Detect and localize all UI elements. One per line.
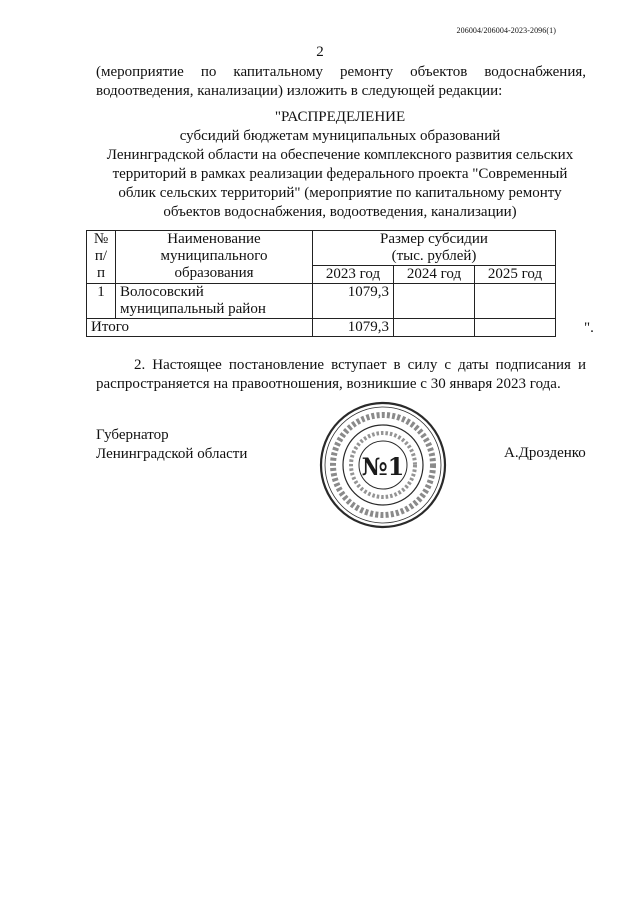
- document-id: 206004/206004-2023-2096(1): [456, 26, 556, 35]
- header-unit: (тыс. рублей): [391, 248, 477, 264]
- header-year: 2024 год: [394, 266, 475, 284]
- title-line: субсидий бюджетам муниципальных образований: [179, 128, 501, 144]
- distribution-title: [80, 108, 600, 222]
- total-value: [394, 319, 475, 337]
- subsidy-table: [86, 230, 556, 337]
- total-value: 1079,3: [313, 319, 394, 337]
- title-line: объектов водоснабжения, водоотведения, канализации): [163, 204, 517, 220]
- header-year: 2023 год: [313, 266, 394, 284]
- header-year: 2025 год: [475, 266, 556, 284]
- total-value: [475, 319, 556, 337]
- row-value: [475, 284, 556, 319]
- seal-number: №1: [361, 452, 405, 481]
- table-total-row: [87, 319, 556, 337]
- official-seal-stamp: [318, 400, 448, 530]
- header-subsidy-size: Размер субсидии (тыс. рублей): [313, 231, 556, 266]
- title-line: "РАСПРЕДЕЛЕНИЕ: [274, 109, 406, 125]
- signatory-name: А.Дрозденко: [504, 445, 586, 461]
- header-num: № п/п: [87, 231, 116, 284]
- header-name: Наименование муниципального образования: [116, 231, 313, 284]
- intro-paragraph: (мероприятие по капитальному ремонту объектов водоснабжения, водоотведения, канализации) изложить в следующей редакции:: [96, 64, 586, 99]
- title-line: Ленинградской области на обеспечение комплексного развития сельских: [106, 147, 574, 163]
- total-label: Итого: [87, 319, 313, 337]
- row-num: 1: [87, 284, 116, 319]
- page-number: 2: [316, 44, 324, 60]
- closing-quote: ".: [584, 320, 594, 336]
- signatory-title-line: Губернатор: [96, 427, 169, 443]
- signatory-title: [96, 426, 247, 464]
- title-line: облик сельских территорий" (мероприятие по капитальному ремонту: [118, 185, 562, 201]
- row-value: 1079,3: [313, 284, 394, 319]
- seal-icon: [318, 400, 448, 530]
- row-name: Волосовский муниципальный район: [116, 284, 313, 319]
- table-header-row: [87, 231, 556, 266]
- title-line: территорий в рамках реализации федерального проекта "Современный: [112, 166, 568, 182]
- row-value: [394, 284, 475, 319]
- paragraph-2: 2. Настоящее постановление вступает в силу с даты подписания и распространяется на правоотношения, возникшие с 30 января 2023 года.: [96, 357, 586, 392]
- signatory-title-line: Ленинградской области: [96, 446, 248, 462]
- table-row: [87, 284, 556, 319]
